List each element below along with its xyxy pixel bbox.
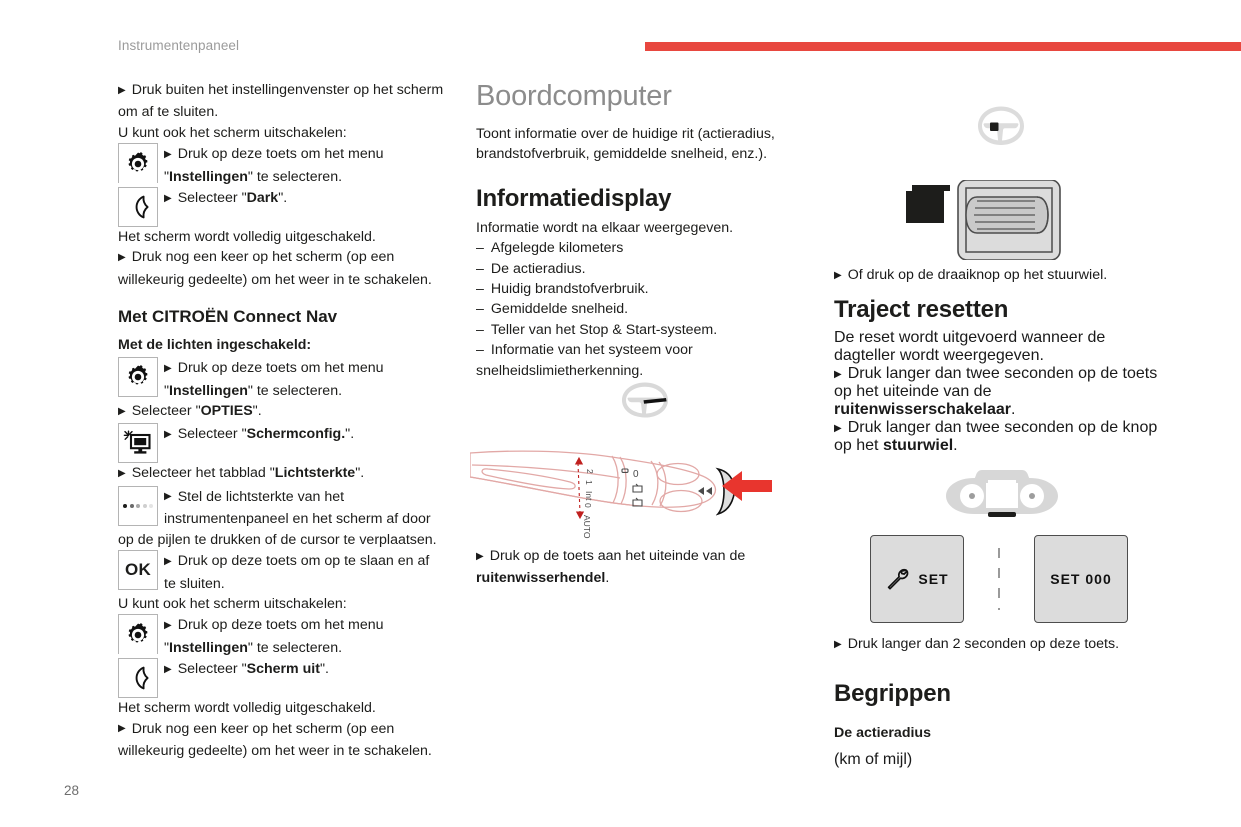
caption-wiper-bold: ruitenwisserhendel [476,570,606,587]
schermconfig-pre: ▶ Selecteer " [164,426,247,442]
row-settings-text [164,143,448,187]
column-middle [476,80,806,381]
caption-set-keys [834,634,1166,656]
heading-connect-nav: Met CITROËN Connect Nav [118,307,338,327]
row-schermconfig-text [164,423,448,446]
dot-4 [143,504,147,508]
lichtsterkte-value: Lichtsterkte [274,465,356,482]
para-screen-off: Het scherm wordt volledig uitgeschakeld. [118,229,376,246]
schermuit-pre: ▶ Selecteer " [164,661,247,677]
moon-icon [118,187,158,227]
heading-informatiedisplay: Informatiedisplay [476,184,672,212]
row-settings-key-3 [118,614,448,658]
column-left [118,80,448,761]
section-traject-resetten [834,296,1166,455]
opties-pre: ▶ Selecteer " [118,403,201,419]
reset-wiper-bold: ruitenwisserschakelaar [834,401,1011,418]
row-ok-key [118,550,448,594]
row-settings-menu-name: Instellingen [169,168,248,185]
para-reset-wheel [834,419,1166,455]
set-key-counter[interactable] [1034,535,1128,623]
set-key-left-label: SET [918,571,949,587]
caption-thumbwheel [834,265,1166,287]
row-settings-3-line1: ▶ Druk op deze toets om het menu [164,617,384,633]
rear-wiper-0: 0 [633,469,639,480]
list-item: – Afgelegde kilometers [476,238,806,258]
dot-2 [130,504,134,508]
row-settings-3-tail: " te selecteren. [247,639,343,656]
row-schermconfig [118,423,448,463]
row-dark-key [118,187,448,227]
schermuit-value: Scherm uit [246,661,320,678]
caption-wiper-pre: ▶ Druk op de toets aan het uiteinde van de [476,548,745,564]
row-settings-3-quote-open: " [164,639,170,656]
para-turn-off-screen: U kunt ook het scherm uitschakelen: [118,124,347,141]
figure-separator [998,548,1000,610]
wiper-scale-auto: AUTO [582,515,592,539]
list-item: – Gemiddelde snelheid. [476,299,806,319]
page-number: 28 [64,783,80,798]
row-brightness-text [164,486,448,530]
schermconfig-post: ". [345,426,355,443]
row-screen-off-key [118,658,448,698]
ok-label: OK [124,559,152,579]
row-settings-quote-open: " [164,168,170,185]
figure-set-keys [870,535,1128,623]
dot-5 [149,504,153,508]
row-settings-3-menu-name: Instellingen [169,639,248,656]
heading-begrippen: Begrippen [834,680,951,707]
opties-post: ". [252,403,262,420]
row-settings-key [118,143,448,187]
para-press-again: ▶ Druk nog een keer op het scherm (op een willekeurig gedeelte) om het weer in te schakelen. [118,247,448,290]
settings-gear-icon [118,357,158,397]
subheading-lights-on: Met de lichten ingeschakeld: [118,337,312,354]
ok-line1: ▶ Druk op deze toets om op te slaan en af [164,553,429,569]
schermuit-post: ". [319,661,329,678]
wiper-scale-int: Int [584,491,594,501]
para-close-settings: ▶ Druk buiten het instellingenvenster op het scherm om af te sluiten. [118,80,448,123]
row-dark-value: Dark [246,190,279,207]
figure-thumbwheel [890,180,1065,265]
settings-gear-icon [118,614,158,654]
row-dark-text [164,187,448,210]
reset-wiper-post: . [1011,401,1016,418]
brightness-line2: instrumentenpaneel en het scherm af door [164,511,431,528]
list-item-continuation: snelheidslimietherkenning. [476,362,644,379]
row-settings-line1: ▶ Druk op deze toets om het menu [164,146,384,162]
set-key-wrench[interactable] [870,535,964,623]
running-head: Instrumentenpaneel [118,38,240,53]
reset-wheel-post: . [953,437,958,454]
caption-wiper-stalk [476,546,806,589]
row-dark-pre: ▶ Selecteer " [164,190,247,206]
wiper-scale-2: 2 [585,469,595,474]
row-screen-off-text [164,658,448,681]
para-select-opties [118,401,448,423]
row-settings-line2-tail: " te selecteren. [247,168,343,185]
para-select-lichtsterkte [118,463,448,485]
para-screen-off-2: Het scherm wordt volledig uitgeschakeld. [118,700,376,717]
para-reset-intro: De reset wordt uitgevoerd wanneer de dagteller wordt weergegeven. [834,329,1106,364]
para-reset-wiper [834,365,1166,419]
para-display-intro: Informatie wordt na elkaar weergegeven. [476,219,734,236]
figure-instrument-cluster [944,470,1060,527]
para-actieradius-unit: (km of mijl) [834,751,913,768]
list-item: – Teller van het Stop & Start-systeem. [476,320,806,340]
dot-1 [123,504,127,508]
wiper-scale-0: 0 [583,503,593,508]
ok-key-icon [118,550,158,590]
caption-thumbwheel-text: ▶ Of druk op de draaiknop op het stuurwiel. [834,267,1107,283]
subheading-actieradius: De actieradius [834,725,931,741]
lichtsterkte-post: ". [355,465,365,482]
row-ok-text [164,550,448,594]
row-dark-post: ". [278,190,288,207]
settings-gear-icon [118,143,158,183]
figure-steering-wheel-small [618,381,676,428]
para-press-again-2: ▶ Druk nog een keer op het scherm (op een willekeurig gedeelte) om het weer in te schakelen. [118,719,448,762]
row-settings-key-2 [118,357,448,401]
ok-line2: te sluiten. [164,575,225,592]
brightness-line1: ▶ Stel de lichtsterkte van het [164,489,344,505]
heading-traject-resetten: Traject resetten [834,296,1009,323]
icon-stack-settings-dark [118,143,448,227]
figure-steering-wheel-thumb [972,105,1030,155]
reset-wheel-bold: stuurwiel [882,437,954,454]
opties-value: OPTIES [200,403,253,420]
para-arrows-cursor: op de pijlen te drukken of de cursor te verplaatsen. [118,531,437,548]
para-intro: Toont informatie over de huidige rit (actieradius, brandstofverbruik, gemiddelde snelheid, enz.). [476,126,775,163]
list-item: – De actieradius. [476,259,806,279]
row-settings-2-line1: ▶ Druk op deze toets om het menu [164,360,384,376]
row-settings-text-3 [164,614,448,658]
section-begrippen [834,660,1166,769]
row-brightness-slider [118,486,448,530]
dots-group [123,504,153,508]
figure-wiper-stalk [470,425,800,545]
moon-icon [118,658,158,698]
dot-3 [136,504,140,508]
caption-set-text: ▶ Druk langer dan 2 seconden op deze toets. [834,636,1119,652]
row-settings-2-menu-name: Instellingen [169,382,248,399]
reset-wheel-pre: ▶ Druk langer dan twee seconden op de knop op het [834,419,1157,454]
row-settings-text-2 [164,357,448,401]
lichtsterkte-pre: ▶ Selecteer het tabblad " [118,465,275,481]
screen-brightness-icon [118,423,158,463]
wrench-icon [885,566,909,593]
brightness-dots-icon [118,486,158,526]
row-settings-2-quote-open: " [164,382,170,399]
list-item: – Informatie van het systeem voor [476,340,806,360]
para-turn-off-screen-2: U kunt ook het scherm uitschakelen: [118,595,347,612]
set-key-right-label: SET 000 [1050,571,1112,587]
row-settings-2-tail: " te selecteren. [247,382,343,399]
page-title: Boordcomputer [476,80,672,112]
list-item: – Huidig brandstofverbruik. [476,279,806,299]
icon-stack-settings-screenoff [118,614,448,698]
wiper-scale-1: 1 [584,480,594,485]
reset-wiper-pre: ▶ Druk langer dan twee seconden op de toets op het uiteinde van de [834,365,1157,400]
caption-wiper-post: . [605,570,610,587]
header-red-rule [645,42,1241,51]
schermconfig-value: Schermconfig. [246,426,346,443]
